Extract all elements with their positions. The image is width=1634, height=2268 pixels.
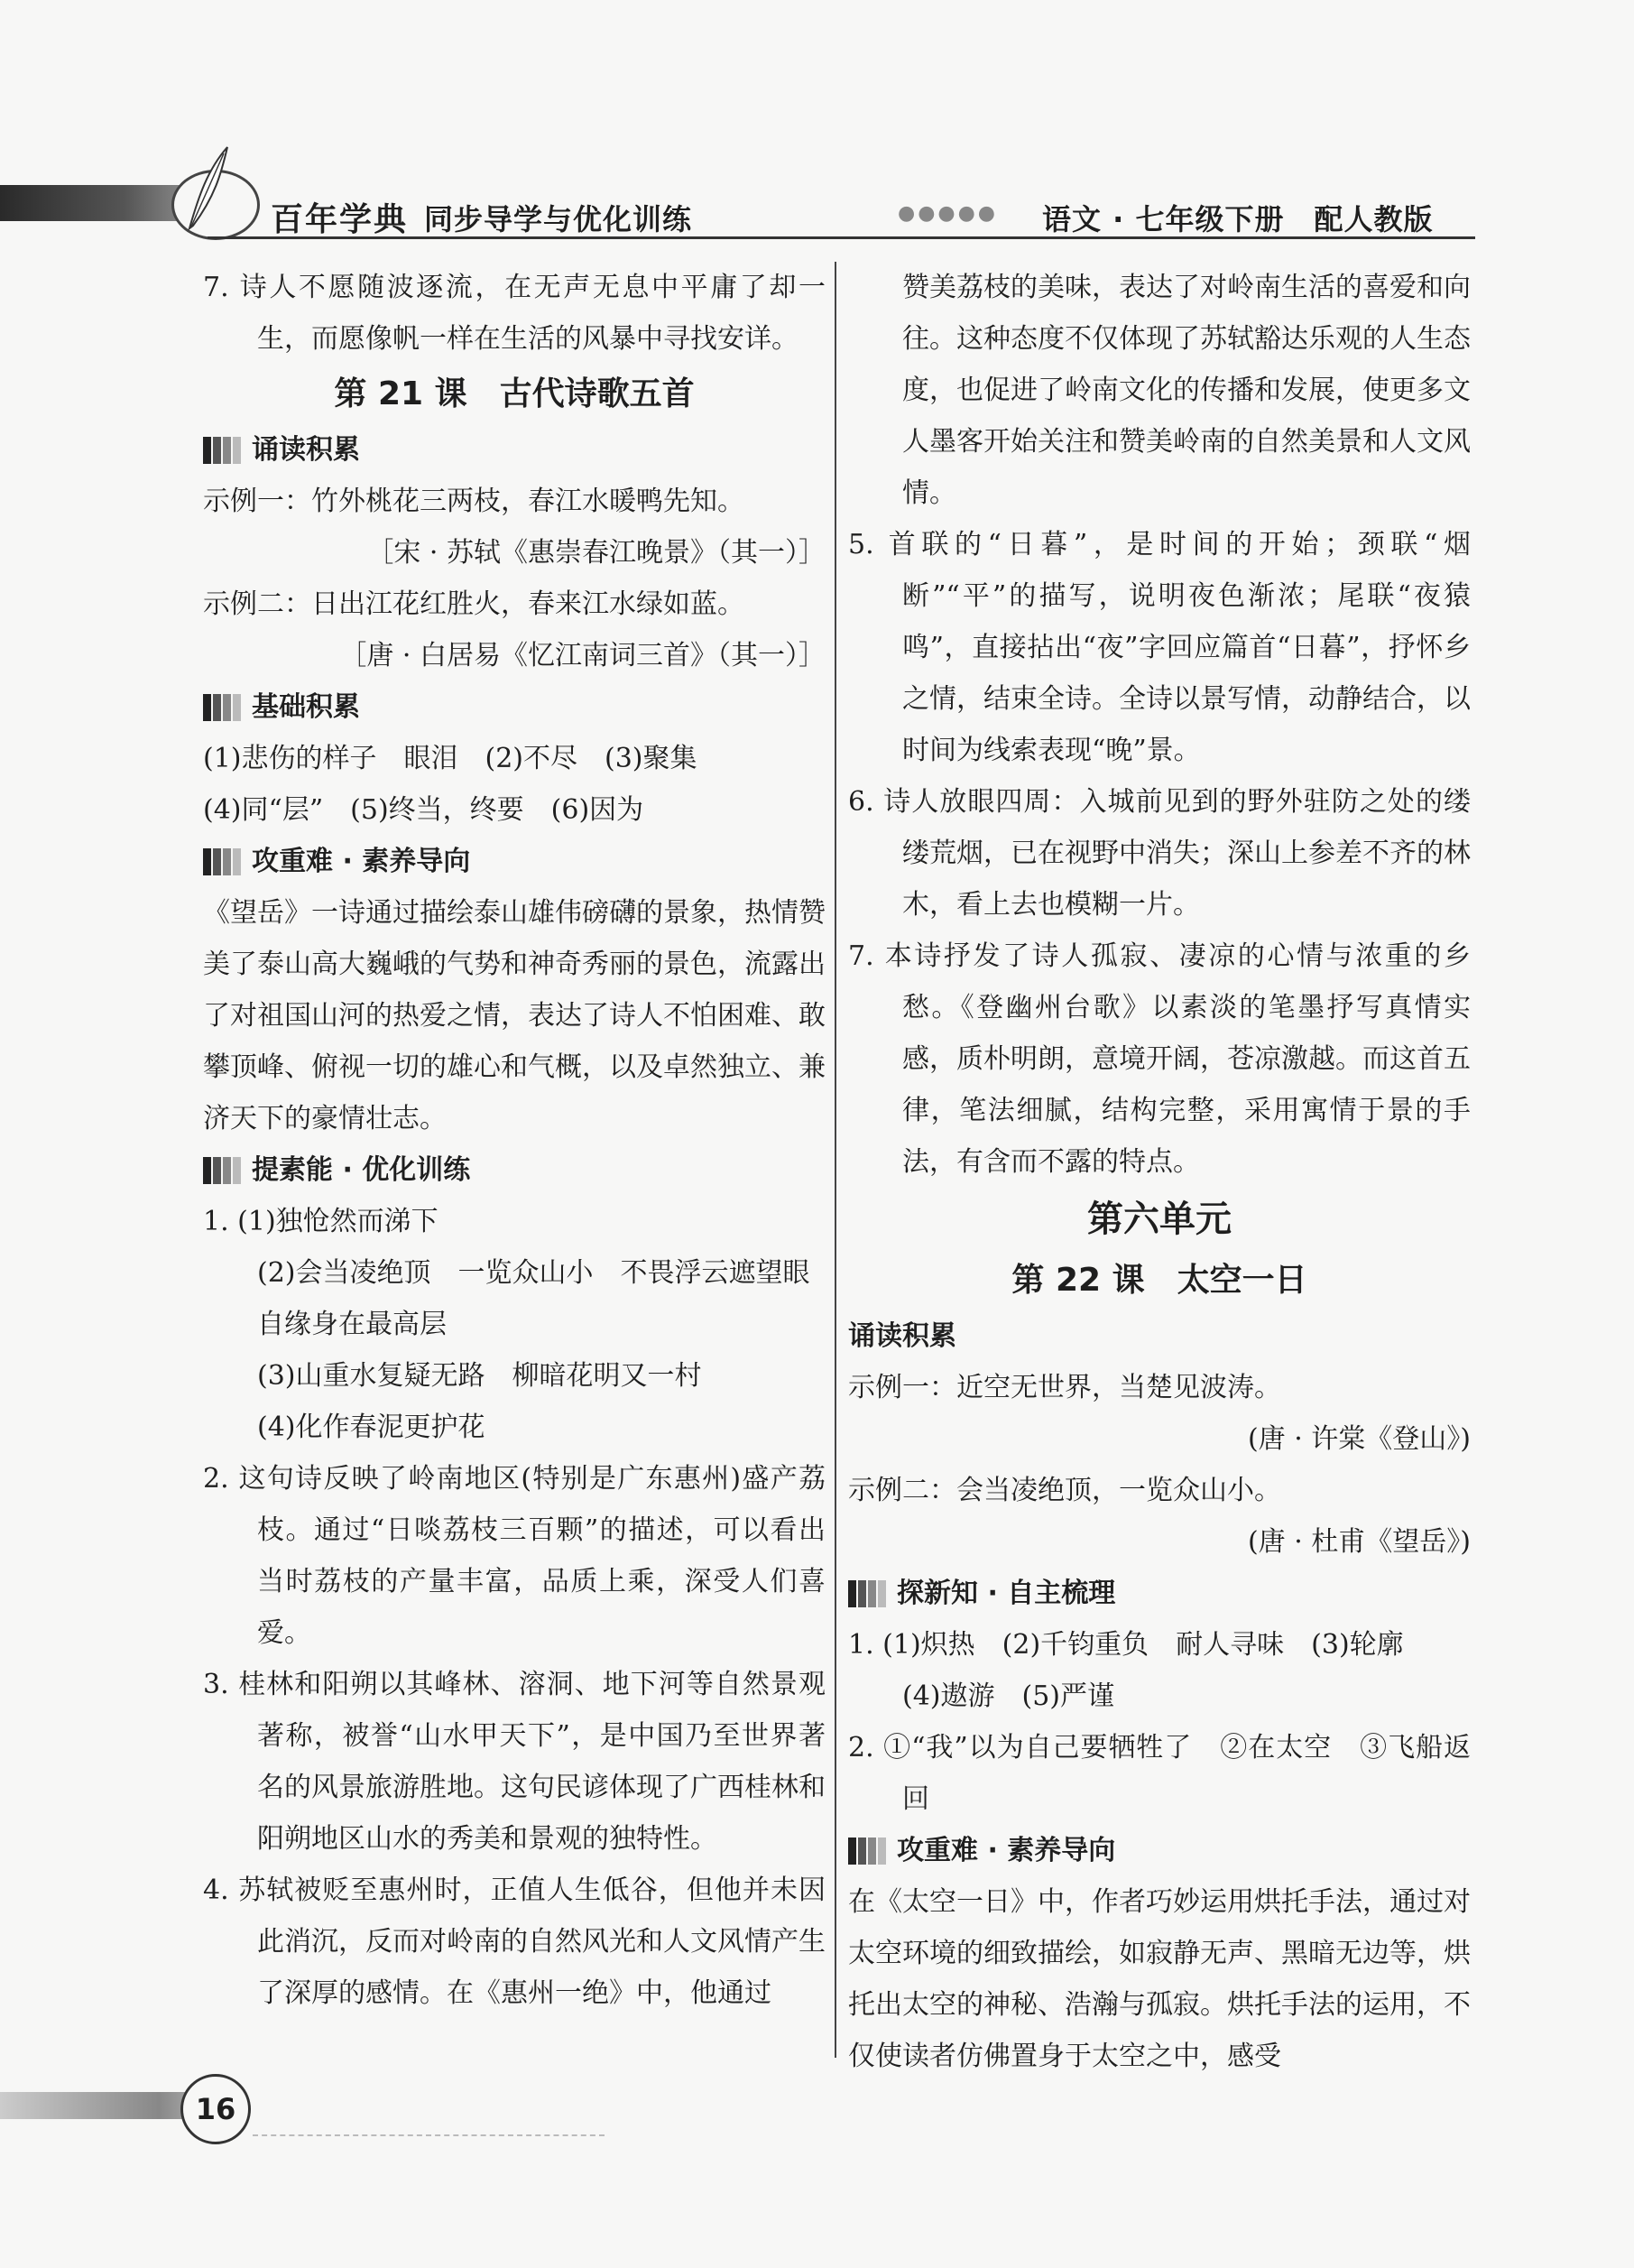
section-title: 攻重难 · 素养导向 bbox=[897, 1835, 1116, 1866]
section-title: 提素能 · 优化训练 bbox=[252, 1154, 471, 1186]
right-column bbox=[848, 262, 1471, 2082]
section-title: 基础积累 bbox=[252, 691, 360, 723]
header-brand: 百年学典 bbox=[271, 201, 409, 238]
section-bars-icon bbox=[203, 848, 243, 875]
section-bars-icon bbox=[203, 1157, 243, 1184]
train-6: 6. 诗人放眼四周：入城前见到的野外驻防之处的缕缕荒烟，已在视野中消失；深山上参差不齐的林木，看上去也模糊一片。 bbox=[848, 786, 1471, 921]
section-key bbox=[848, 1825, 1471, 1876]
example-1: 示例一：近空无世界，当楚见波涛。 bbox=[848, 1372, 1281, 1403]
train-1a: 1. (1)独怆然而涕下 bbox=[203, 1206, 439, 1237]
train-3: 3. 桂林和阳朔以其峰林、溶洞、地下河等自然景观著称，被誉“山水甲天下”，是中国乃至世界著名的风景旅游胜地。这句民谚体现了广西桂林和阳朔地区山水的秀美和景观的独特性。 bbox=[203, 1669, 826, 1855]
basic-line-2: (4)同“层” (5)终当，终要 (6)因为 bbox=[203, 794, 644, 826]
new-2: 2. ①“我”以为自己要牺牲了 ②在太空 ③飞船返回 bbox=[848, 1732, 1471, 1815]
header-subtitle: 同步导学与优化训练 bbox=[424, 202, 693, 236]
key-paragraph: 《望岳》一诗通过描绘泰山雄伟磅礴的景象，热情赞美了泰山高大巍峨的气势和神奇秀丽的景色，流露出了对祖国山河的热爱之情，表达了诗人不怕困难、敢攀顶峰、俯视一切的雄心和气概，以及卓然独立、兼济天下的豪情壮志。 bbox=[203, 897, 826, 1134]
example-2-source: (唐 · 杜甫《望岳》) bbox=[1247, 1526, 1471, 1558]
new-1a: 1. (1)炽热 (2)千钧重负 耐人寻味 (3)轮廓 bbox=[848, 1629, 1404, 1661]
left-column bbox=[203, 262, 826, 2019]
train-5: 5. 首联的“日暮”，是时间的开始；颈联“烟断”“平”的描写，说明夜色渐浓；尾联“夜猿鸣”，直接拈出“夜”字回应篇首“日暮”，抒怀乡之情，结束全诗。全诗以景写情，动静结合，以时间为线索表现“晚”景。 bbox=[848, 529, 1471, 766]
section-train bbox=[203, 1144, 826, 1196]
lesson-21-title: 第 21 课 古代诗歌五首 bbox=[334, 375, 695, 412]
section-basic bbox=[203, 681, 826, 733]
example-2-source: ［唐 · 白居易《忆江南词三首》（其一）］ bbox=[339, 640, 826, 671]
train-1e: (4)化作春泥更护花 bbox=[257, 1412, 485, 1443]
feather-icon bbox=[180, 143, 235, 233]
page-number: 16 bbox=[180, 2074, 251, 2144]
header-subject: 语文 · 七年级下册 配人教版 bbox=[1042, 202, 1434, 236]
example-1-source: (唐 · 许棠《登山》) bbox=[1247, 1423, 1471, 1455]
section-bars-icon bbox=[848, 1580, 888, 1607]
lesson-22-title: 第 22 课 太空一日 bbox=[1011, 1262, 1307, 1299]
train-1c: 自缘身在最高层 bbox=[257, 1309, 447, 1340]
column-divider bbox=[835, 262, 836, 2058]
train-4-continued: 赞美荔枝的美味，表达了对岭南生活的喜爱和向往。这种态度不仅体现了苏轼豁达乐观的人生态度，也促进了岭南文化的传播和发展，使更多文人墨客开始关注和赞美岭南的自然美景和人文风情。 bbox=[902, 272, 1471, 509]
key-paragraph: 在《太空一日》中，作者巧妙运用烘托手法，通过对太空环境的细致描绘，如寂静无声、黑暗无边等，烘托出太空的神秘、浩瀚与孤寂。烘托手法的运用，不仅使读者仿佛置身于太空之中，感受 bbox=[848, 1886, 1471, 2072]
example-2: 示例二：会当凌绝顶，一览众山小。 bbox=[848, 1475, 1281, 1506]
footer-dashed-rule bbox=[253, 2134, 605, 2136]
train-1b: (2)会当凌绝顶 一览众山小 不畏浮云遮望眼 bbox=[257, 1257, 810, 1289]
example-1: 示例一：竹外桃花三两枝，春江水暖鸭先知。 bbox=[203, 486, 744, 517]
section-bars-icon bbox=[848, 1838, 888, 1865]
section-title: 攻重难 · 素养导向 bbox=[252, 846, 471, 877]
example-1-source: ［宋 · 苏轼《惠崇春江晚景》（其一）］ bbox=[366, 537, 826, 569]
section-recite bbox=[203, 424, 826, 476]
new-1b: (4)遨游 (5)严谨 bbox=[902, 1680, 1114, 1712]
train-1d: (3)山重水复疑无路 柳暗花明又一村 bbox=[257, 1360, 702, 1392]
header-dots: ●●●●● bbox=[898, 202, 998, 225]
footer-band bbox=[0, 2092, 198, 2119]
section-title: 诵读积累 bbox=[252, 434, 360, 466]
section-recite-plain: 诵读积累 bbox=[848, 1320, 956, 1352]
unit-6-title: 第六单元 bbox=[1087, 1199, 1232, 1240]
section-key bbox=[203, 836, 826, 887]
answer-7: 7. 诗人不愿随波逐流，在无声无息中平庸了却一生，而愿像帆一样在生活的风暴中寻找安详。 bbox=[203, 272, 826, 355]
train-7: 7. 本诗抒发了诗人孤寂、凄凉的心情与浓重的乡愁。《登幽州台歌》以素淡的笔墨抒写真情实感，质朴明朗，意境开阔，苍凉激越。而这首五律，笔法细腻，结构完整，采用寓情于景的手法，有含而不露的特点。 bbox=[848, 940, 1471, 1178]
section-bars-icon bbox=[203, 437, 243, 464]
basic-line-1: (1)悲伤的样子 眼泪 (2)不尽 (3)聚集 bbox=[203, 743, 697, 774]
example-2: 示例二：日出江花红胜火，春来江水绿如蓝。 bbox=[203, 588, 744, 620]
train-2: 2. 这句诗反映了岭南地区(特别是广东惠州)盛产荔枝。通过“日啖荔枝三百颗”的描述，可以看出当时荔枝的产量丰富，品质上乘，深受人们喜爱。 bbox=[203, 1463, 826, 1649]
section-title: 探新知 · 自主梳理 bbox=[897, 1578, 1116, 1609]
section-bars-icon bbox=[203, 694, 243, 721]
train-4: 4. 苏轼被贬至惠州时，正值人生低谷，但他并未因此消沉，反而对岭南的自然风光和人文风情产生了深厚的感情。在《惠州一绝》中，他通过 bbox=[203, 1875, 826, 2009]
section-new bbox=[848, 1568, 1471, 1619]
